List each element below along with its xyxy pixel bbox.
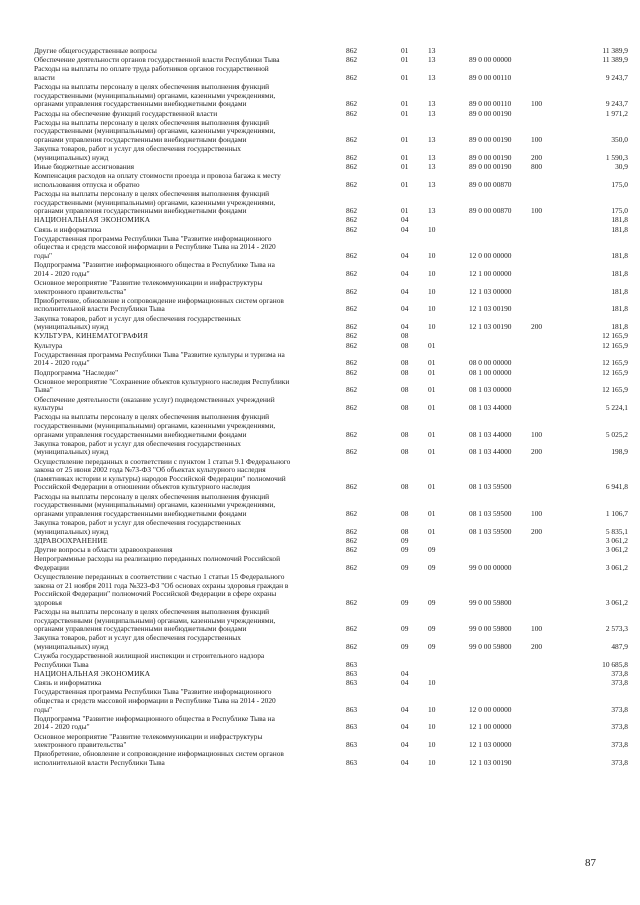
row-amount: 5 835,1	[605, 526, 628, 536]
row-target-article: 89 0 00 00110	[469, 72, 512, 82]
row-ved-code: 863	[346, 704, 358, 714]
row-name: Связь и информатика	[34, 678, 102, 688]
row-amount: 3 061,2	[605, 597, 628, 607]
table-row	[0, 216, 640, 225]
row-target-article: 89 0 00 00190	[469, 135, 512, 144]
row-amount: 181,8	[611, 268, 628, 278]
row-amount: 12 165,9	[602, 385, 628, 395]
row-subsection-code: 01	[428, 482, 436, 492]
row-section-code: 08	[401, 358, 409, 368]
table-row	[0, 750, 640, 767]
row-ved-code: 862	[346, 403, 358, 413]
row-ved-code: 862	[346, 641, 358, 651]
row-name: КУЛЬТУРА, КИНЕМАТОГРАФИЯ	[34, 331, 149, 341]
row-section-code: 08	[401, 447, 409, 457]
row-name: НАЦИОНАЛЬНАЯ ЭКОНОМИКА	[34, 669, 151, 678]
row-name: НАЦИОНАЛЬНАЯ ЭКОНОМИКА	[34, 215, 151, 225]
row-ved-code: 862	[346, 526, 358, 536]
row-amount: 5 025,2	[605, 429, 628, 439]
row-ved-code: 862	[346, 508, 358, 518]
row-expense-type: 200	[531, 152, 543, 162]
row-subsection-code: 13	[428, 99, 436, 109]
row-amount: 12 165,9	[602, 367, 628, 377]
row-subsection-code: 10	[428, 304, 436, 314]
row-expense-type: 200	[531, 447, 543, 457]
row-target-article: 08 1 03 44000	[469, 447, 512, 457]
row-section-code: 01	[401, 179, 409, 189]
row-target-article: 89 0 00 00000	[469, 55, 512, 65]
row-section-code: 04	[401, 740, 409, 750]
row-expense-type: 100	[531, 508, 543, 518]
row-subsection-code: 13	[428, 179, 436, 189]
row-name: Закупка товаров, работ и услуг для обеспечения государственных (муниципальных) нужд	[34, 438, 241, 457]
row-amount: 181,8	[611, 224, 628, 234]
row-name: Основное мероприятие "Развитие телекоммуникации и инфраструктуры электронного правительства"	[34, 731, 263, 750]
row-ved-code: 863	[346, 740, 358, 750]
row-expense-type: 100	[531, 624, 543, 634]
table-row	[0, 440, 640, 457]
row-amount: 5 224,1	[605, 403, 628, 413]
table-row	[0, 119, 640, 145]
row-section-code: 01	[401, 55, 409, 65]
row-amount: 12 165,9	[602, 358, 628, 368]
row-section-code: 08	[401, 526, 409, 536]
row-expense-type: 100	[531, 429, 543, 439]
row-amount: 181,8	[611, 251, 628, 260]
row-amount: 6 941,8	[605, 482, 628, 492]
table-row	[0, 652, 640, 669]
row-name: Расходы на выплаты персоналу в целях обеспечения выполнения функций государственными (муниципальными) органами, казенными учреждениями, органами управления государственными внебюджетными фондами	[34, 189, 276, 216]
row-subsection-code: 01	[428, 340, 436, 350]
row-section-code: 08	[401, 482, 409, 492]
row-amount: 350,0	[611, 135, 628, 144]
table-row	[0, 573, 640, 607]
row-ved-code: 863	[346, 757, 358, 767]
row-amount: 181,8	[611, 286, 628, 296]
row-section-code: 04	[401, 322, 409, 332]
row-ved-code: 862	[346, 304, 358, 314]
row-target-article: 08 1 03 00000	[469, 385, 512, 395]
table-row	[0, 110, 640, 119]
row-target-article: 12 1 03 00190	[469, 322, 512, 332]
row-amount: 181,8	[611, 322, 628, 332]
table-row	[0, 413, 640, 439]
row-ved-code: 863	[346, 669, 358, 678]
row-amount: 373,8	[611, 722, 628, 732]
row-amount: 12 165,9	[602, 331, 628, 341]
row-ved-code: 862	[346, 482, 358, 492]
row-subsection-code: 01	[428, 367, 436, 377]
row-section-code: 01	[401, 152, 409, 162]
row-section-code: 09	[401, 545, 409, 554]
table-row	[0, 83, 640, 109]
row-target-article: 12 1 03 00190	[469, 757, 512, 767]
table-row	[0, 351, 640, 368]
row-name: Другие общегосударственные вопросы	[34, 46, 157, 55]
table-row	[0, 65, 640, 82]
row-ved-code: 863	[346, 659, 358, 669]
row-subsection-code: 10	[428, 740, 436, 750]
row-subsection-code: 10	[428, 251, 436, 260]
row-name: Расходы на выплаты персоналу в целях обеспечения выполнения функций государственными (муниципальными) органами, казенными учреждениями, органами управления государственными внебюджетными фондами	[34, 412, 276, 439]
row-subsection-code: 13	[428, 108, 436, 118]
row-section-code: 08	[401, 367, 409, 377]
row-subsection-code: 13	[428, 135, 436, 144]
row-section-code: 04	[401, 757, 409, 767]
row-section-code: 04	[401, 669, 409, 678]
row-name: Государственная программа Республики Тыва "Развитие информационного общества и средств массовой информации в Республике Тыва на 2014 - 2020 годы"	[34, 687, 276, 714]
row-amount: 1 590,3	[605, 152, 628, 162]
row-ved-code: 862	[346, 597, 358, 607]
row-subsection-code: 01	[428, 385, 436, 395]
row-section-code: 01	[401, 206, 409, 216]
row-target-article: 08 1 03 59500	[469, 508, 512, 518]
row-subsection-code: 13	[428, 46, 436, 55]
table-row	[0, 172, 640, 189]
row-subsection-code: 13	[428, 206, 436, 216]
row-subsection-code: 10	[428, 322, 436, 332]
table-row	[0, 145, 640, 162]
row-section-code: 01	[401, 99, 409, 109]
table-row	[0, 226, 640, 235]
row-ved-code: 863	[346, 678, 358, 688]
row-name: Непрограммные расходы на реализацию переданных полномочий Российской Федерации	[34, 554, 281, 572]
row-name: Служба государственной жилищной инспекции и строительного надзора Республики Тыва	[34, 651, 265, 669]
row-amount: 12 165,9	[602, 340, 628, 350]
table-row	[0, 235, 640, 261]
row-amount: 373,8	[611, 740, 628, 750]
row-ved-code: 862	[346, 286, 358, 296]
row-section-code: 04	[401, 678, 409, 688]
row-name: Подпрограмма "Развитие информационного общества в Республике Тыва на 2014 - 2020 годы"	[34, 260, 275, 278]
row-subsection-code: 13	[428, 162, 436, 171]
table-row	[0, 378, 640, 395]
row-subsection-code: 01	[428, 358, 436, 368]
row-ved-code: 863	[346, 722, 358, 732]
row-subsection-code: 10	[428, 704, 436, 714]
row-target-article: 89 0 00 00190	[469, 162, 512, 171]
row-name: Расходы на выплаты по оплате труда работников органов государственной власти	[34, 64, 269, 82]
row-ved-code: 862	[346, 224, 358, 234]
row-section-code: 01	[401, 135, 409, 144]
row-target-article: 12 1 03 00000	[469, 740, 512, 750]
row-name: ЗДРАВООХРАНЕНИЕ	[34, 535, 108, 545]
row-name: Расходы на выплаты персоналу в целях обеспечения выполнения функций государственными (муниципальными) органами, казенными учреждениями, органами управления государственными внебюджетными фондами	[34, 491, 276, 518]
row-name: Государственная программа Республики Тыва "Развитие культуры и туризма на 2014 - 2020 годы"	[34, 349, 285, 368]
row-ved-code: 862	[346, 429, 358, 439]
row-amount: 9 243,7	[605, 99, 628, 109]
row-section-code: 04	[401, 286, 409, 296]
row-subsection-code: 13	[428, 152, 436, 162]
row-name: Расходы на выплаты персоналу в целях обеспечения выполнения функций государственными (муниципальными) органами, казенными учреждениями, органами управления государственными внебюджетными фондами	[34, 82, 276, 109]
row-ved-code: 862	[346, 340, 358, 350]
row-amount: 11 389,9	[602, 46, 628, 55]
row-subsection-code: 13	[428, 72, 436, 82]
row-section-code: 09	[401, 535, 409, 545]
row-amount: 373,8	[611, 678, 628, 688]
table-row	[0, 297, 640, 314]
row-ved-code: 862	[346, 46, 358, 55]
row-section-code: 08	[401, 385, 409, 395]
row-target-article: 12 1 03 00000	[469, 286, 512, 296]
row-target-article: 89 0 00 00190	[469, 108, 512, 118]
row-expense-type: 100	[531, 206, 543, 216]
row-amount: 10 685,8	[602, 659, 628, 669]
row-target-article: 99 0 00 59800	[469, 641, 512, 651]
row-section-code: 04	[401, 215, 409, 225]
row-ved-code: 862	[346, 268, 358, 278]
row-ved-code: 862	[346, 331, 358, 341]
row-section-code: 08	[401, 403, 409, 413]
row-section-code: 01	[401, 72, 409, 82]
table-row	[0, 342, 640, 351]
row-target-article: 89 0 00 00870	[469, 206, 512, 216]
row-section-code: 09	[401, 641, 409, 651]
row-target-article: 08 1 00 00000	[469, 367, 512, 377]
row-amount: 175,0	[611, 206, 628, 216]
row-name: Основное мероприятие "Сохранение объектов культурного наследия Республики Тыва"	[34, 376, 290, 395]
row-ved-code: 862	[346, 545, 358, 554]
row-target-article: 08 1 03 59500	[469, 482, 512, 492]
row-ved-code: 862	[346, 562, 358, 572]
row-subsection-code: 13	[428, 55, 436, 65]
row-section-code: 08	[401, 340, 409, 350]
row-expense-type: 200	[531, 641, 543, 651]
row-amount: 30,9	[615, 162, 628, 171]
row-ved-code: 862	[346, 385, 358, 395]
table-row	[0, 634, 640, 651]
row-section-code: 09	[401, 624, 409, 634]
row-amount: 1 106,7	[605, 508, 628, 518]
table-row	[0, 332, 640, 341]
row-section-code: 08	[401, 429, 409, 439]
row-ved-code: 862	[346, 367, 358, 377]
row-subsection-code: 01	[428, 447, 436, 457]
row-section-code: 01	[401, 162, 409, 171]
row-ved-code: 862	[346, 55, 358, 65]
row-subsection-code: 10	[428, 224, 436, 234]
row-name: Обеспечение деятельности органов государственной власти Республики Тыва	[34, 55, 280, 65]
row-subsection-code: 09	[428, 597, 436, 607]
row-name: Государственная программа Республики Тыва "Развитие информационного общества и средств массовой информации в Республике Тыва на 2014 - 2020 годы"	[34, 233, 276, 260]
row-amount: 3 061,2	[605, 545, 628, 554]
row-ved-code: 862	[346, 322, 358, 332]
row-ved-code: 862	[346, 215, 358, 225]
page-number: 87	[585, 857, 596, 869]
row-ved-code: 862	[346, 162, 358, 171]
row-target-article: 89 0 00 00190	[469, 152, 512, 162]
row-amount: 11 389,9	[602, 55, 628, 65]
row-target-article: 99 0 00 59800	[469, 597, 512, 607]
table-row	[0, 715, 640, 732]
row-target-article: 08 1 03 59500	[469, 526, 512, 536]
row-ved-code: 862	[346, 99, 358, 109]
row-ved-code: 862	[346, 72, 358, 82]
row-ved-code: 862	[346, 206, 358, 216]
row-ved-code: 862	[346, 179, 358, 189]
table-row	[0, 279, 640, 296]
row-ved-code: 862	[346, 251, 358, 260]
row-target-article: 08 1 03 44000	[469, 429, 512, 439]
table-row	[0, 369, 640, 378]
row-section-code: 04	[401, 304, 409, 314]
row-name: Закупка товаров, работ и услуг для обеспечения государственных (муниципальных) нужд	[34, 518, 241, 536]
row-target-article: 99 0 00 00000	[469, 562, 512, 572]
table-row	[0, 261, 640, 278]
row-section-code: 04	[401, 722, 409, 732]
row-name: Обеспечение деятельности (оказание услуг) подведомственных учреждений культуры	[34, 394, 275, 413]
row-subsection-code: 10	[428, 286, 436, 296]
row-subsection-code: 09	[428, 641, 436, 651]
table-row	[0, 396, 640, 413]
row-name: Культура	[34, 340, 63, 350]
table-row	[0, 688, 640, 714]
table-row	[0, 733, 640, 750]
table-row	[0, 190, 640, 216]
row-subsection-code: 01	[428, 429, 436, 439]
row-section-code: 01	[401, 108, 409, 118]
row-name: Другие вопросы в области здравоохранения	[34, 545, 173, 554]
row-ved-code: 862	[346, 108, 358, 118]
row-section-code: 04	[401, 268, 409, 278]
row-section-code: 09	[401, 597, 409, 607]
row-amount: 181,8	[611, 304, 628, 314]
row-subsection-code: 09	[428, 545, 436, 554]
table-row	[0, 608, 640, 634]
row-target-article: 12 0 00 00000	[469, 251, 512, 260]
row-amount: 198,9	[611, 447, 628, 457]
row-name: Иные бюджетные ассигнования	[34, 162, 135, 171]
row-target-article: 89 0 00 00110	[469, 99, 512, 109]
row-name: Расходы на выплаты персоналу в целях обеспечения выполнения функций государственными (муниципальными) органами, казенными учреждениями, органами управления государственными внебюджетными фондами	[34, 117, 276, 144]
row-expense-type: 100	[531, 135, 543, 144]
row-subsection-code: 09	[428, 624, 436, 634]
row-section-code: 01	[401, 46, 409, 55]
row-target-article: 89 0 00 00870	[469, 179, 512, 189]
row-expense-type: 100	[531, 99, 543, 109]
row-target-article: 12 1 00 00000	[469, 268, 512, 278]
row-ved-code: 862	[346, 135, 358, 144]
row-amount: 9 243,7	[605, 72, 628, 82]
row-amount: 1 971,2	[605, 108, 628, 118]
row-amount: 373,8	[611, 669, 628, 678]
row-subsection-code: 01	[428, 508, 436, 518]
row-subsection-code: 01	[428, 526, 436, 536]
row-section-code: 04	[401, 251, 409, 260]
row-target-article: 12 1 03 00190	[469, 304, 512, 314]
row-name: Расходы на выплаты персоналу в целях обеспечения выполнения функций государственными (муниципальными) органами, казенными учреждениями, органами управления государственными внебюджетными фондами	[34, 607, 276, 634]
row-name: Компенсация расходов на оплату стоимости проезда и провоза багажа к месту использования отпуска и обратно	[34, 171, 281, 189]
table-row	[0, 555, 640, 572]
row-target-article: 08 1 03 44000	[469, 403, 512, 413]
row-expense-type: 200	[531, 322, 543, 332]
row-name: Связь и информатика	[34, 224, 102, 234]
row-name: Осуществление переданных в соответствии с пунктом 1 статьи 9.1 Федерального закона от 25 июня 2002 года №73-ФЗ "Об объектах культурного наследия (памятниках истории и культуры) народов Российской Федерации" полномочий Российской Федерации в отношении объектов культурного наследия	[34, 456, 291, 492]
row-name: Закупка товаров, работ и услуг для обеспечения государственных (муниципальных) нужд	[34, 144, 241, 162]
row-ved-code: 862	[346, 358, 358, 368]
row-name: Подпрограмма "Наследие"	[34, 367, 119, 377]
row-amount: 373,8	[611, 757, 628, 767]
table-row	[0, 493, 640, 519]
row-amount: 3 061,2	[605, 535, 628, 545]
row-target-article: 12 1 00 00000	[469, 722, 512, 732]
row-target-article: 12 0 00 00000	[469, 704, 512, 714]
row-amount: 373,8	[611, 704, 628, 714]
row-section-code: 09	[401, 562, 409, 572]
row-name: Приобретение, обновление и сопровождение информационных систем органов исполнительной власти Республики Тыва	[34, 295, 284, 314]
row-subsection-code: 10	[428, 722, 436, 732]
row-section-code: 04	[401, 704, 409, 714]
row-name: Осуществление переданных в соответствии с частью 1 статьи 15 Федерального закона от 21 ноября 2011 года №323-ФЗ "Об основах охраны здоровья граждан в Российской Федерации" полномочий Российской Федерации в сфере охраны здоровья	[34, 572, 289, 607]
row-target-article: 08 0 00 00000	[469, 358, 512, 368]
row-subsection-code: 10	[428, 757, 436, 767]
row-expense-type: 200	[531, 526, 543, 536]
row-section-code: 08	[401, 508, 409, 518]
row-name: Подпрограмма "Развитие информационного общества в Республике Тыва на 2014 - 2020 годы"	[34, 713, 275, 732]
row-amount: 3 061,2	[605, 562, 628, 572]
row-ved-code: 862	[346, 152, 358, 162]
row-amount: 487,9	[611, 641, 628, 651]
row-section-code: 08	[401, 331, 409, 341]
row-subsection-code: 10	[428, 268, 436, 278]
row-amount: 175,0	[611, 179, 628, 189]
row-ved-code: 862	[346, 447, 358, 457]
row-expense-type: 800	[531, 162, 543, 171]
row-name: Основное мероприятие "Развитие телекоммуникации и инфраструктуры электронного правительства"	[34, 278, 263, 296]
row-subsection-code: 10	[428, 678, 436, 688]
row-name: Расходы на обеспечение функций государственной власти	[34, 108, 218, 118]
table-row	[0, 458, 640, 492]
row-section-code: 04	[401, 224, 409, 234]
row-ved-code: 862	[346, 535, 358, 545]
row-amount: 181,8	[611, 215, 628, 225]
table-row	[0, 519, 640, 536]
row-subsection-code: 09	[428, 562, 436, 572]
row-name: Приобретение, обновление и сопровождение информационных систем органов исполнительной власти Республики Тыва	[34, 749, 284, 767]
row-amount: 2 573,3	[605, 624, 628, 634]
row-ved-code: 862	[346, 624, 358, 634]
row-name: Закупка товаров, работ и услуг для обеспечения государственных (муниципальных) нужд	[34, 633, 241, 651]
row-target-article: 99 0 00 59800	[469, 624, 512, 634]
table-row	[0, 315, 640, 332]
row-name: Закупка товаров, работ и услуг для обеспечения государственных (муниципальных) нужд	[34, 313, 241, 332]
row-subsection-code: 01	[428, 403, 436, 413]
